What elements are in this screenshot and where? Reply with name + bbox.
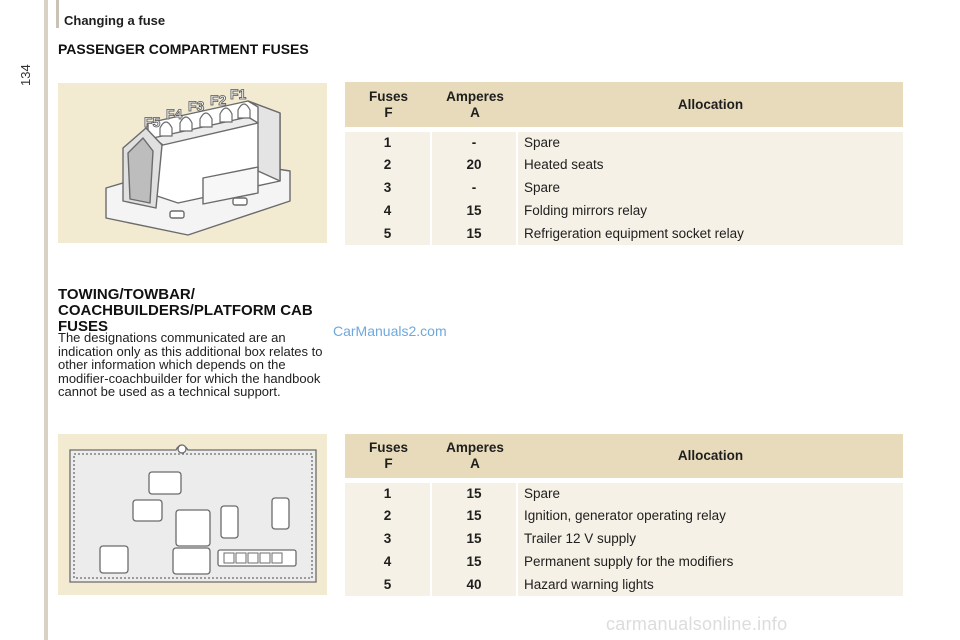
col-fuses-header: Fuses F — [345, 82, 432, 127]
fuse-number: 5 — [345, 573, 432, 596]
table-row — [345, 504, 903, 527]
table-header-row — [345, 82, 903, 127]
footer-watermark: carmanualsonline.info — [606, 614, 788, 634]
fuse-number: 4 — [345, 199, 432, 222]
fuse-amperes: 15 — [432, 478, 518, 504]
table-row — [345, 127, 903, 153]
col-allocation-header: Allocation — [518, 82, 903, 127]
fuse-amperes: 40 — [432, 573, 518, 596]
fuse-amperes: 20 — [432, 153, 518, 176]
table-row — [345, 527, 903, 550]
fuse-amperes: - — [432, 176, 518, 199]
fuse-amperes: 15 — [432, 199, 518, 222]
table-row — [345, 199, 903, 222]
header-accent — [56, 0, 59, 28]
fuse-number: 3 — [345, 527, 432, 550]
fuse-amperes: 15 — [432, 222, 518, 245]
fuse-number: 2 — [345, 504, 432, 527]
col-fuses-header: Fuses F — [345, 434, 432, 478]
fuse-label-f1: F1 — [230, 86, 247, 102]
towing-fuses-note: The designations communicated are an indication only as this additional box relates to other information which depends on the modifier-coachbuilder for which the handbook cannot be used as a technical support. — [58, 330, 323, 399]
fuse-allocation: Permanent supply for the modifiers — [518, 550, 903, 573]
fuse-allocation: Spare — [518, 176, 903, 199]
fuse-amperes: 15 — [432, 504, 518, 527]
fuse-amperes: 15 — [432, 550, 518, 573]
fuse-allocation: Heated seats — [518, 153, 903, 176]
towing-fuses-heading: TOWING/TOWBAR/ COACHBUILDERS/PLATFORM CAB FUSES — [58, 286, 313, 335]
fuse-amperes: 15 — [432, 527, 518, 550]
fuse-number: 5 — [345, 222, 432, 245]
fuse-label-f2: F2 — [210, 92, 227, 108]
fuse-number: 4 — [345, 550, 432, 573]
fuse-allocation: Spare — [518, 127, 903, 153]
passenger-fusebox-illustration — [58, 83, 327, 243]
margin-rule — [44, 0, 48, 640]
fuse-label-f4: F4 — [166, 106, 183, 122]
fuse-label-f3: F3 — [188, 98, 205, 114]
fuse-number: 2 — [345, 153, 432, 176]
towing-fuse-table — [345, 434, 903, 596]
fuse-number: 3 — [345, 176, 432, 199]
fusebox-drawing — [58, 83, 327, 243]
fuse-allocation: Trailer 12 V supply — [518, 527, 903, 550]
table-row — [345, 176, 903, 199]
table-row — [345, 478, 903, 504]
site-watermark: CarManuals2.com — [333, 323, 447, 339]
col-amperes-header: Amperes A — [432, 82, 518, 127]
fuse-amperes: - — [432, 127, 518, 153]
fuse-allocation: Hazard warning lights — [518, 573, 903, 596]
table-row — [345, 550, 903, 573]
table-row — [345, 573, 903, 596]
col-allocation-header: Allocation — [518, 434, 903, 478]
fuse-label-f5: F5 — [144, 114, 161, 130]
table-row — [345, 222, 903, 245]
towing-fusebox-illustration — [58, 434, 327, 595]
section-title: Changing a fuse — [64, 13, 166, 28]
fuse-number: 1 — [345, 478, 432, 504]
page-number: 134 — [18, 64, 33, 86]
fuse-allocation: Folding mirrors relay — [518, 199, 903, 222]
passenger-fuses-heading: PASSENGER COMPARTMENT FUSES — [58, 41, 309, 57]
table-row — [345, 153, 903, 176]
fuse-number: 1 — [345, 127, 432, 153]
table-header-row — [345, 434, 903, 478]
passenger-fuse-table — [345, 82, 903, 245]
fuse-allocation: Refrigeration equipment socket relay — [518, 222, 903, 245]
fusebox-panel-drawing — [58, 434, 327, 595]
fuse-allocation: Spare — [518, 478, 903, 504]
col-amperes-header: Amperes A — [432, 434, 518, 478]
fuse-allocation: Ignition, generator operating relay — [518, 504, 903, 527]
